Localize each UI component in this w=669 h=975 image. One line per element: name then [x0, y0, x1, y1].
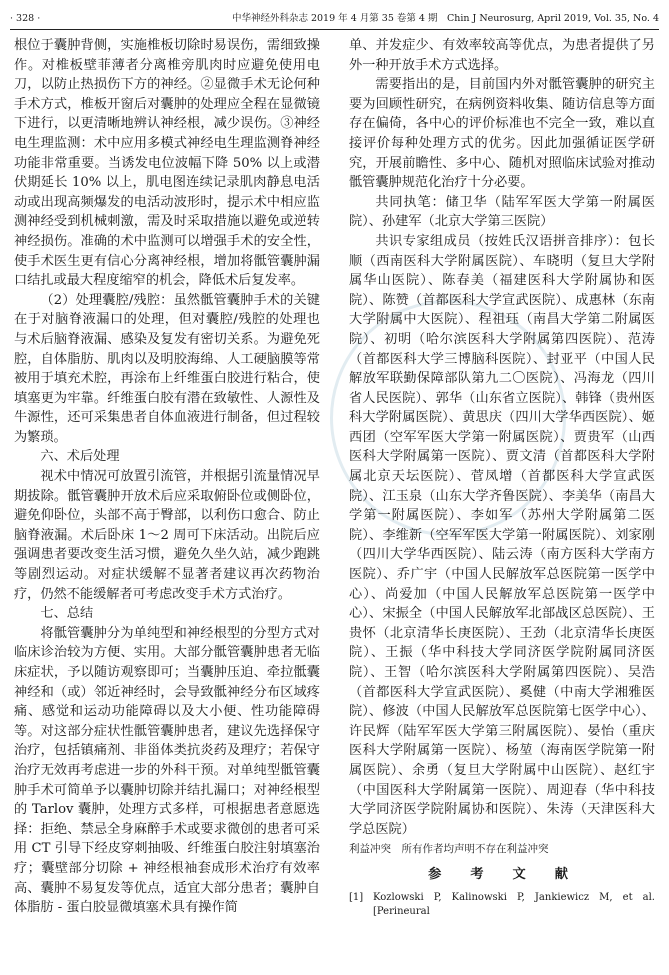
references-heading: 参 考 文 献 — [428, 867, 576, 883]
journal-citation: 中华神经外科杂志 2019 年 4 月第 35 卷第 4 期 Chin J Neurosurg, April 2019, Vol. 35, No. 4 — [231, 13, 659, 24]
paragraph: 视术中情况可放置引流管，并根据引流量情况早期拔除。骶管囊肿开放术后应采取俯卧位或侧卧位，避免仰卧位，头部不高于臀部，以利伤口愈合、防止脑脊液漏。术后卧床 1～2 周可下床活动。出院后应强调患者要改变生活习惯，避免久坐久站，减少跑跳等剧烈运动。对症状缓解不显著者建议再次药物治疗，仍然不能缓解者可考虑改变手术方式治疗。 — [14, 469, 320, 602]
header-rule — [10, 29, 659, 30]
authors-note: 共同执笔：储卫华（陆军军医大学第一附属医院）、孙建军（北京大学第三医院） — [349, 194, 655, 230]
right-column — [349, 36, 655, 941]
page-number: · 328 · — [10, 13, 41, 24]
paragraph: 根位于囊肿背侧，实施椎板切除时易误伤，需细致操作。对椎板壁菲薄者分离椎旁肌肉时应避免使用电刀，以防止热损伤下方的神经。②显微手术无论何种手术方式，椎板开窗后对囊肿的处理应全程在显微镜下进行，以更清晰地辨认神经根，减少误伤。③神经电生理监测：术中应用多模式神经电生理监测脊神经功能非常重要。当诱发电位波幅下降 50% 以上或潜伏期延长 10% 以上，肌电图连续记录肌肉静息电活动或出现高频爆发的电活动波形时，提示术中相应监测神经受到机械刺激，需及时采取措施以避免或逆转神经损伤。准确的术中监测可以增强手术的安全性，使手术医生更有信心分离神经根，增加将骶管囊肿漏口结扎或最大程度缩窄的机会，降低术后复发率。 — [14, 38, 320, 289]
reference-text: Kozlowski P, Kalinowski P, Jankiewicz M, et al. [Perineural — [373, 891, 655, 917]
paragraph: 单、并发症少、有效率较高等优点，为患者提供了另外一种开放手术方式选择。 — [349, 38, 655, 73]
reference-number: [1] — [349, 891, 364, 903]
left-column — [14, 36, 320, 971]
section-heading: 六、术后处理 — [40, 449, 120, 465]
paragraph: 将骶管囊肿分为单纯型和神经根型的分型方式对临床诊治较为方便、实用。大部分骶管囊肿患者无临床症状，予以随访观察即可；当囊肿压迫、牵拉骶囊神经和（或）邻近神经时，会导致骶神经分布区域疼痛、感觉和运动功能障碍以及大小便、性功能障碍等。对这部分症状性骶管囊肿患者，建议先选择保守治疗，包括镇痛剂、非甾体类抗炎药及理疗；若保守治疗无效再考虑进一步的外科干预。对单纯型骶管囊肿手术可简单予以囊肿切除并结扎漏口；对神经根型的 Tarlov 囊肿，处理方式多样，可根据患者意愿选择：拒绝、禁忌全身麻醉手术或要求微创的患者可采用 CT 引导下经皮穿刺抽吸、纤维蛋白胶注射填塞治疗；囊壁部分切除 + 神经根袖套成形术治疗有效率高、囊肿不易复发等优点，适宜大部分患者；囊肿自体脂肪 - 蛋白胶显微填塞术具有操作简 — [14, 625, 320, 916]
expert-group-list: 共识专家组成员（按姓氏汉语拼音排序）：包长顺（西南医科大学附属医院）、车晓明（复旦大学附属华山医院）、陈春美（福建医科大学附属协和医院）、陈赞（首都医科大学宣武医院）、成惠林（东南大学附属中大医院）、程祖珏（南昌大学第二附属医院）、初明（哈尔滨医科大学附属第四医院）、范涛（首都医科大学三博脑科医院）、封亚平（中国人民解放军联勤保障部队第九二〇医院）、冯海龙（四川省人民医院）、郭华（山东省立医院）、韩锋（贵州医科大学附属医院）、黄思庆（四川大学华西医院）、姬西团（空军军医大学第一附属医院）、贾贵军（山西医科大学附属第一医院）、贾文清（首都医科大学附属北京天坛医院）、菅凤增（首都医科大学宣武医院）、江玉泉（山东大学齐鲁医院）、李美华（南昌大学第一附属医院）、李如军（苏州大学附属第二医院）、李维新（空军军医大学第一附属医院）、刘家刚（四川大学华西医院）、陆云涛（南方医科大学南方医院）、乔广宇（中国人民解放军总医院第一医学中心）、尚爱加（中国人民解放军总医院第一医学中心）、宋振全（中国人民解放军北部战区总医院）、王贵怀（北京清华长庚医院）、王劲（北京清华长庚医院）、王振（华中科技大学同济医学院附属同济医院）、王智（哈尔滨医科大学附属第四医院）、吴浩（首都医科大学宣武医院）、奚健（中南大学湘雅医院）、修波（中国人民解放军总医院第七医学中心）、许民辉（陆军军医大学第三附属医院）、晏怡（重庆医科大学附属第一医院）、杨堃（海南医学院第一附属医院）、余勇（复旦大学附属中山医院）、赵红宇（中国医科大学附属第一医院）、周迎春（华中科技大学同济医学院附属协和医院）、朱涛（天津医科大学总医院） — [349, 233, 655, 837]
reference-item — [349, 891, 655, 919]
page-header — [10, 10, 659, 28]
paragraph: （2）处理囊腔/残腔：虽然骶管囊肿手术的关键在于对脑脊液漏口的处理，但对囊腔/残腔的处理也与术后脑脊液漏、感染及复发有密切关系。为避免死腔，自体脂肪、肌肉以及明胶海绵、人工硬脑膜等常被用于填充术腔，再涂布上纤维蛋白胶进行粘合，使填塞更为牢靠。纤维蛋白胶有潜在致敏性、人源性及牛源性，还可采集患者自体血液进行制备，但过程较为繁琐。 — [14, 292, 320, 445]
section-heading: 七、总结 — [40, 606, 94, 622]
conflict-statement: 利益冲突 所有作者均声明不存在利益冲突 — [349, 843, 549, 856]
paragraph: 需要指出的是，目前国内外对骶管囊肿的研究主要为回顾性研究，在病例资料收集、随访信息等方面存在偏倚，各中心的评价标准也不完全一致，难以直接评价每种处理方式的优劣。因此加强循证医学研究，开展前瞻性、多中心、随机对照临床试验对推动骶管囊肿规范化治疗十分必要。 — [349, 77, 655, 191]
